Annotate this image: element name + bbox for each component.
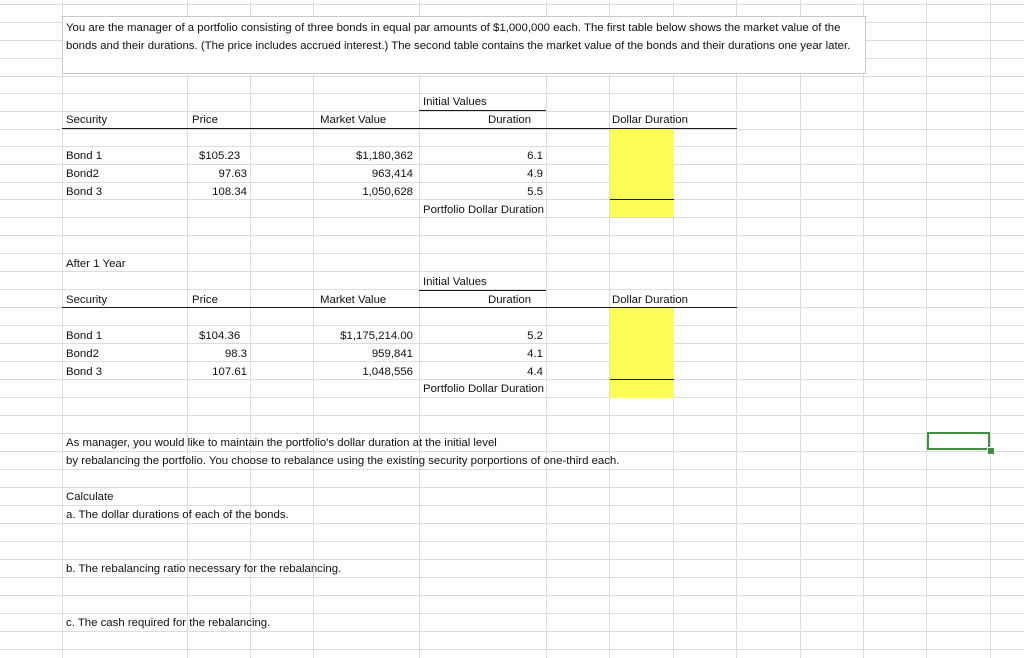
- group-header-underline: [419, 290, 546, 291]
- grid-line: [990, 0, 991, 658]
- header-security: Security: [66, 114, 108, 126]
- table-row-price: 107.61: [212, 366, 247, 378]
- grid-line: [863, 0, 864, 658]
- header-duration: Duration: [488, 114, 532, 126]
- grid-line: [0, 182, 1024, 183]
- grid-line: [313, 0, 314, 658]
- fill-handle[interactable]: [987, 447, 995, 455]
- table-row-security: Bond 1: [66, 150, 103, 162]
- grid-line: [0, 146, 1024, 147]
- header-security: Security: [66, 294, 108, 306]
- header-price: Price: [192, 114, 218, 126]
- grid-line: [0, 235, 1024, 236]
- table-row-duration: 4.9: [527, 168, 543, 180]
- manager-text-line-1: As manager, you would like to maintain the portfolio's dollar duration at the initial level: [66, 437, 497, 449]
- grid-line: [250, 0, 251, 658]
- grid-line: [736, 0, 737, 658]
- grid-line: [0, 217, 1024, 218]
- grid-line: [0, 4, 1024, 5]
- grid-line: [0, 76, 1024, 77]
- grid-line: [62, 0, 63, 658]
- group-header-initial-values: Initial Values: [423, 276, 487, 288]
- after-one-year-label: After 1 Year: [66, 258, 126, 270]
- grid-line: [800, 0, 801, 658]
- question-a: a. The dollar durations of each of the bonds.: [66, 509, 289, 521]
- grid-line: [0, 433, 1024, 434]
- table-row-security: Bond 3: [66, 186, 103, 198]
- portfolio-dollar-duration-label: Portfolio Dollar Duration: [423, 204, 544, 216]
- dollar-duration-total-line: [610, 199, 674, 200]
- grid-line: [187, 0, 188, 658]
- table-row-price: $105.23: [199, 150, 241, 162]
- grid-line: [0, 271, 1024, 272]
- grid-line: [0, 199, 1024, 200]
- table-row-price: $104.36: [199, 330, 241, 342]
- table-row-market-value: $1,175,214.00: [340, 330, 413, 342]
- calculate-label: Calculate: [66, 491, 114, 503]
- grid-line: [0, 343, 1024, 344]
- portfolio-dollar-duration-label: Portfolio Dollar Duration: [423, 383, 544, 395]
- header-dollar-duration: Dollar Duration: [612, 294, 688, 306]
- table-row-duration: 6.1: [527, 150, 543, 162]
- table-row-duration: 4.1: [527, 348, 543, 360]
- group-header-underline: [419, 110, 546, 111]
- grid-line: [0, 559, 1024, 560]
- table-row-price: 98.3: [224, 348, 247, 360]
- group-header-initial-values: Initial Values: [423, 96, 487, 108]
- table-row-security: Bond 3: [66, 366, 103, 378]
- grid-line: [0, 379, 1024, 380]
- question-c: c. The cash required for the rebalancing.: [66, 617, 271, 629]
- header-price: Price: [192, 294, 218, 306]
- grid-line: [0, 397, 1024, 398]
- header-duration: Duration: [488, 294, 532, 306]
- grid-line: [0, 253, 1024, 254]
- table-row-duration: 5.5: [527, 186, 543, 198]
- table-row-market-value: 1,048,556: [362, 366, 413, 378]
- table-row-price: 97.63: [218, 168, 247, 180]
- grid-line: [0, 577, 1024, 578]
- grid-line: [0, 649, 1024, 650]
- grid-line: [0, 487, 1024, 488]
- grid-line: [0, 361, 1024, 362]
- grid-line: [0, 93, 1024, 94]
- problem-statement: You are the manager of a portfolio consisting of three bonds in equal par amounts of $1,000,000 each. The first table below shows the market value of the bonds and their durations. (The price includes accrued interest.) The second table contains the market value of the bonds and their durations one year later.: [66, 22, 851, 52]
- dollar-duration-total-line: [610, 379, 674, 380]
- dollar-duration-answer-cells[interactable]: [610, 308, 674, 398]
- grid-line: [0, 129, 1024, 130]
- selected-cell[interactable]: [927, 432, 990, 450]
- grid-line: [0, 613, 1024, 614]
- table-row-security: Bond2: [66, 168, 99, 180]
- grid-line: [0, 505, 1024, 506]
- header-market-value: Market Value: [320, 294, 387, 306]
- grid-line: [0, 523, 1024, 524]
- header-market-value: Market Value: [320, 114, 387, 126]
- grid-line: [0, 595, 1024, 596]
- table-row-duration: 4.4: [527, 366, 543, 378]
- grid-line: [546, 0, 547, 658]
- grid-line: [0, 451, 1024, 452]
- question-b: b. The rebalancing ratio necessary for the rebalancing.: [66, 563, 342, 575]
- dollar-duration-answer-cells[interactable]: [610, 129, 674, 217]
- table-row-security: Bond2: [66, 348, 99, 360]
- grid-line: [0, 415, 1024, 416]
- grid-line: [0, 469, 1024, 470]
- table-row-market-value: $1,180,362: [355, 150, 413, 162]
- grid-line: [0, 164, 1024, 165]
- table-row-market-value: 963,414: [371, 168, 413, 180]
- grid-line: [0, 325, 1024, 326]
- grid-line: [0, 541, 1024, 542]
- table-row-duration: 5.2: [527, 330, 543, 342]
- table-row-market-value: 1,050,628: [362, 186, 413, 198]
- table-row-price: 108.34: [212, 186, 247, 198]
- grid-line: [0, 111, 1024, 112]
- table-row-market-value: 959,841: [371, 348, 413, 360]
- grid-line: [0, 631, 1024, 632]
- header-dollar-duration: Dollar Duration: [612, 114, 688, 126]
- grid-line: [926, 0, 927, 658]
- manager-text-line-2: by rebalancing the portfolio. You choose to rebalance using the existing security porportions of one-third each.: [66, 455, 620, 467]
- table-row-security: Bond 1: [66, 330, 103, 342]
